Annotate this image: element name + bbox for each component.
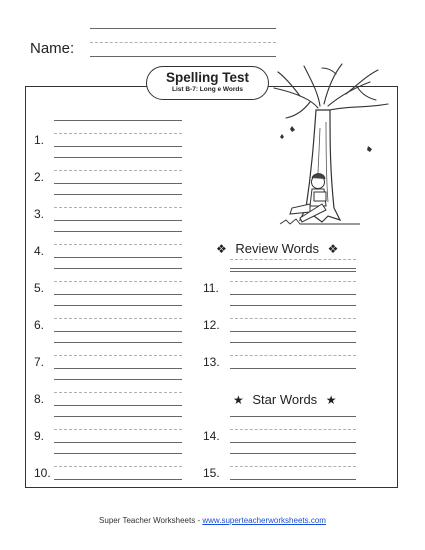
item-number: 1.	[34, 133, 45, 147]
item-number: 4.	[34, 244, 45, 258]
answer-line[interactable]	[230, 342, 356, 368]
page-title: Spelling Test	[165, 70, 249, 85]
answer-line[interactable]	[54, 194, 182, 220]
name-label: Name:	[30, 40, 75, 57]
answer-line[interactable]	[230, 453, 356, 479]
answer-line[interactable]	[54, 416, 182, 442]
answer-line[interactable]	[54, 120, 182, 146]
item-number: 10.	[34, 466, 51, 480]
answer-line[interactable]	[54, 231, 182, 257]
item-number: 13.	[203, 355, 220, 369]
answer-line[interactable]	[54, 379, 182, 405]
footer	[0, 516, 425, 525]
answer-line[interactable]	[230, 305, 356, 331]
item-number: 3.	[34, 207, 45, 221]
star-words-label: Star Words	[252, 392, 318, 407]
item-number: 11.	[203, 281, 219, 295]
item-number: 5.	[34, 281, 45, 295]
footer-link[interactable]: www.superteacherworksheets.com	[202, 516, 326, 525]
item-number: 8.	[34, 392, 45, 406]
answer-line[interactable]	[230, 416, 356, 442]
item-number: 12.	[203, 318, 220, 332]
item-number: 7.	[34, 355, 45, 369]
four-diamond-icon: ❖	[327, 242, 339, 256]
footer-text: Super Teacher Worksheets -	[99, 516, 203, 525]
answer-line[interactable]	[54, 342, 182, 368]
item-number: 14.	[203, 429, 220, 443]
star-icon: ★	[233, 393, 244, 407]
answer-line[interactable]	[54, 305, 182, 331]
star-icon: ★	[325, 393, 337, 407]
answer-line[interactable]	[54, 157, 182, 183]
item-number: 6.	[34, 318, 45, 332]
four-diamond-icon: ❖	[216, 242, 227, 256]
item-number: 2.	[34, 170, 45, 184]
item-number: 9.	[34, 429, 45, 443]
item-number: 15.	[203, 466, 220, 480]
answer-line[interactable]	[54, 268, 182, 294]
tree-with-boy-reading-illustration	[270, 58, 402, 228]
name-writing-line[interactable]	[90, 28, 276, 58]
star-words-heading	[233, 392, 337, 407]
page-subtitle: List B-7: Long e Words	[171, 86, 244, 93]
answer-line[interactable]	[230, 268, 356, 294]
answer-line[interactable]	[54, 453, 182, 479]
review-words-label: Review Words	[235, 241, 319, 256]
title-badge	[146, 66, 269, 100]
review-words-heading	[216, 241, 338, 256]
